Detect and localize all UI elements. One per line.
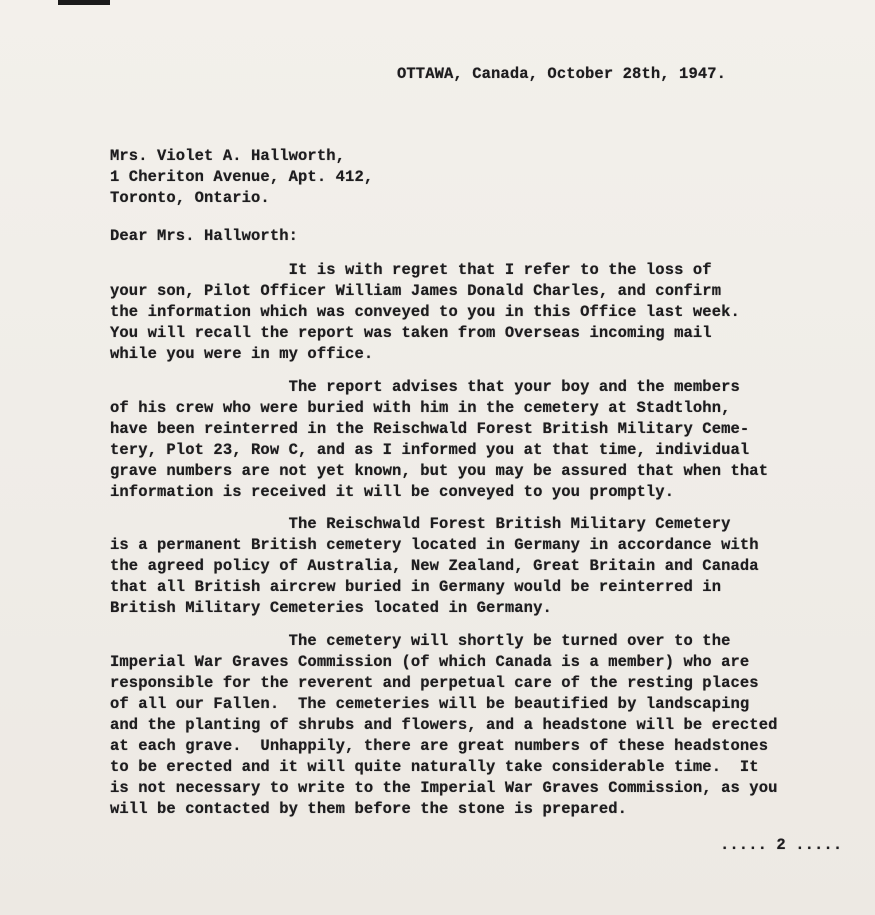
paragraph-4-line: will be contacted by them before the stone is prepared. (110, 800, 628, 818)
paragraph-2-line: of his crew who were buried with him in the cemetery at Stadtlohn, (110, 399, 731, 417)
paragraph-2-line: tery, Plot 23, Row C, and as I informed you at that time, individual (110, 441, 750, 459)
paragraph-4-line: The cemetery will shortly be turned over to the (110, 632, 731, 650)
paragraph-4-line: to be erected and it will quite naturally take considerable time. It (110, 758, 759, 776)
page-number: ..... 2 ..... (720, 836, 843, 854)
paragraph-3-line: that all British aircrew buried in Germany would be reinterred in (110, 578, 722, 596)
paragraph-3-line: is a permanent British cemetery located in Germany in accordance with (110, 536, 759, 554)
recipient-city: Toronto, Ontario. (110, 189, 270, 207)
date-line: OTTAWA, Canada, October 28th, 1947. (397, 65, 727, 83)
paragraph-2-line: grave numbers are not yet known, but you may be assured that when that (110, 462, 769, 480)
paragraph-1-line: the information which was conveyed to you in this Office last week. (110, 303, 740, 321)
paragraph-4-line: responsible for the reverent and perpetual care of the resting places (110, 674, 759, 692)
salutation: Dear Mrs. Hallworth: (110, 227, 299, 245)
paragraph-1-line: You will recall the report was taken from Overseas incoming mail (110, 324, 712, 342)
paragraph-4-line: at each grave. Unhappily, there are great numbers of these headstones (110, 737, 769, 755)
paragraph-1-line: while you were in my office. (110, 345, 374, 363)
paragraph-4-line: of all our Fallen. The cemeteries will be beautified by landscaping (110, 695, 750, 713)
paragraph-3-line: The Reischwald Forest British Military Cemetery (110, 515, 731, 533)
recipient-name: Mrs. Violet A. Hallworth, (110, 147, 346, 165)
recipient-street: 1 Cheriton Avenue, Apt. 412, (110, 168, 374, 186)
paragraph-2-line: have been reinterred in the Reischwald Forest British Military Ceme- (110, 420, 750, 438)
paragraph-4-line: is not necessary to write to the Imperial War Graves Commission, as you (110, 779, 778, 797)
paragraph-3-line: the agreed policy of Australia, New Zealand, Great Britain and Canada (110, 557, 759, 575)
paragraph-2-line: information is received it will be conveyed to you promptly. (110, 483, 675, 501)
paragraph-4-line: Imperial War Graves Commission (of which Canada is a member) who are (110, 653, 750, 671)
paragraph-4-line: and the planting of shrubs and flowers, and a headstone will be erected (110, 716, 778, 734)
paragraph-3-line: British Military Cemeteries located in Germany. (110, 599, 552, 617)
corner-mark (58, 0, 110, 5)
paragraph-1-line: your son, Pilot Officer William James Donald Charles, and confirm (110, 282, 722, 300)
paragraph-1-line: It is with regret that I refer to the loss of (110, 261, 712, 279)
paragraph-2-line: The report advises that your boy and the members (110, 378, 740, 396)
